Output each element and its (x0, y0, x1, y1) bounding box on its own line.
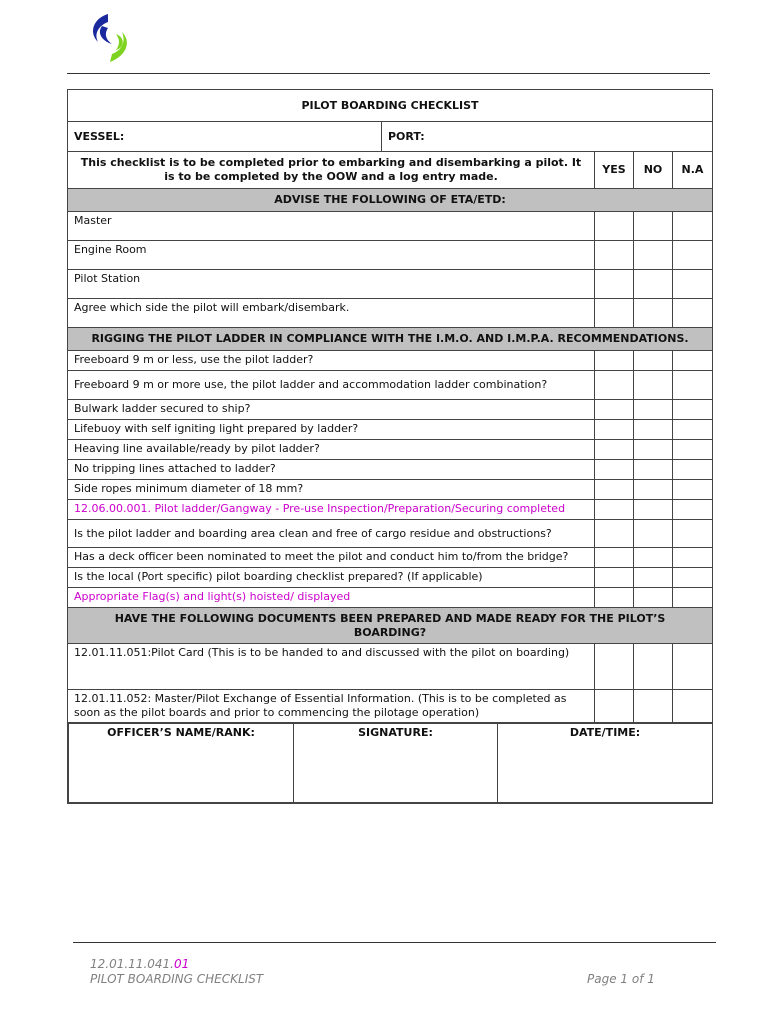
no-checkbox[interactable] (634, 420, 673, 440)
yes-checkbox[interactable] (595, 420, 634, 440)
pilot-boarding-checklist-form (67, 89, 713, 804)
no-checkbox[interactable] (634, 270, 673, 299)
item-label: Pilot Station (68, 270, 595, 299)
document-code (90, 957, 189, 971)
port-label: PORT: (388, 129, 425, 143)
company-logo (86, 12, 136, 64)
no-checkbox[interactable] (634, 351, 673, 371)
footer-title: PILOT BOARDING CHECKLIST (90, 972, 264, 986)
no-checkbox[interactable] (634, 299, 673, 328)
checklist-row (68, 440, 713, 460)
yes-checkbox[interactable] (595, 588, 634, 608)
checklist-row (68, 351, 713, 371)
checklist-row (68, 241, 713, 270)
section-advise-heading: ADVISE THE FOLLOWING OF ETA/ETD: (68, 189, 713, 212)
no-checkbox[interactable] (634, 500, 673, 520)
checklist-row (68, 400, 713, 420)
item-label: Freeboard 9 m or less, use the pilot ladder? (68, 351, 595, 371)
na-checkbox[interactable] (673, 420, 713, 440)
no-checkbox[interactable] (634, 400, 673, 420)
na-checkbox[interactable] (673, 299, 713, 328)
na-checkbox[interactable] (673, 520, 713, 548)
footer-divider (73, 942, 716, 943)
document-code-number: 12.01.11.041. (90, 957, 174, 971)
checklist-row (68, 568, 713, 588)
checklist-row (68, 212, 713, 241)
page-number: Page 1 of 1 (587, 972, 655, 986)
yes-checkbox[interactable] (595, 520, 634, 548)
na-checkbox[interactable] (673, 460, 713, 480)
yes-checkbox[interactable] (595, 548, 634, 568)
item-label: Appropriate Flag(s) and light(s) hoisted/ displayed (68, 588, 595, 608)
item-label: 12.01.11.052: Master/Pilot Exchange of Essential Information. (This is to be completed as soon as the pilot boards and prior to commencing the pilotage operation) (68, 690, 595, 723)
yes-checkbox[interactable] (595, 400, 634, 420)
na-checkbox[interactable] (673, 241, 713, 270)
column-no-header: NO (634, 152, 673, 189)
checklist-row (68, 420, 713, 440)
column-na-header: N.A (673, 152, 713, 189)
column-yes-header: YES (595, 152, 634, 189)
yes-checkbox[interactable] (595, 241, 634, 270)
yes-checkbox[interactable] (595, 690, 634, 723)
item-label: Lifebuoy with self igniting light prepared by ladder? (68, 420, 595, 440)
item-label: Is the local (Port specific) pilot boarding checklist prepared? (If applicable) (68, 568, 595, 588)
no-checkbox[interactable] (634, 212, 673, 241)
checklist-row (68, 548, 713, 568)
item-label: Is the pilot ladder and boarding area clean and free of cargo residue and obstructions? (68, 520, 595, 548)
port-field[interactable] (382, 122, 713, 152)
no-checkbox[interactable] (634, 371, 673, 400)
signoff-block (68, 723, 713, 804)
na-checkbox[interactable] (673, 270, 713, 299)
yes-checkbox[interactable] (595, 212, 634, 241)
item-label: 12.06.00.001. Pilot ladder/Gangway - Pre-use Inspection/Preparation/Securing completed (68, 500, 595, 520)
datetime-field[interactable] (498, 724, 713, 803)
header-divider (67, 73, 710, 74)
checklist-row (68, 520, 713, 548)
no-checkbox[interactable] (634, 690, 673, 723)
checklist-row (68, 588, 713, 608)
item-label: Master (68, 212, 595, 241)
page-title: PILOT BOARDING CHECKLIST (68, 90, 713, 122)
yes-checkbox[interactable] (595, 440, 634, 460)
yes-checkbox[interactable] (595, 480, 634, 500)
item-label: Engine Room (68, 241, 595, 270)
checklist-row (68, 371, 713, 400)
officer-name-label: OFFICER’S NAME/RANK: (107, 726, 255, 739)
checklist-row (68, 690, 713, 723)
item-label: Heaving line available/ready by pilot ladder? (68, 440, 595, 460)
no-checkbox[interactable] (634, 520, 673, 548)
yes-checkbox[interactable] (595, 644, 634, 690)
checklist-row (68, 460, 713, 480)
na-checkbox[interactable] (673, 440, 713, 460)
yes-checkbox[interactable] (595, 299, 634, 328)
no-checkbox[interactable] (634, 460, 673, 480)
item-label: Has a deck officer been nominated to meet the pilot and conduct him to/from the bridge? (68, 548, 595, 568)
no-checkbox[interactable] (634, 568, 673, 588)
yes-checkbox[interactable] (595, 460, 634, 480)
yes-checkbox[interactable] (595, 270, 634, 299)
instructions-text: This checklist is to be completed prior to embarking and disembarking a pilot. It is to be completed by the OOW and a log entry made. (68, 152, 595, 189)
vessel-field[interactable] (68, 122, 382, 152)
signature-label: SIGNATURE: (358, 726, 433, 739)
officer-name-field[interactable] (69, 724, 294, 803)
section-documents-heading: HAVE THE FOLLOWING DOCUMENTS BEEN PREPARED AND MADE READY FOR THE PILOT’S BOARDING? (68, 608, 713, 644)
checklist-row (68, 270, 713, 299)
yes-checkbox[interactable] (595, 500, 634, 520)
yes-checkbox[interactable] (595, 371, 634, 400)
no-checkbox[interactable] (634, 644, 673, 690)
na-checkbox[interactable] (673, 400, 713, 420)
item-label: Freeboard 9 m or more use, the pilot ladder and accommodation ladder combination? (68, 371, 595, 400)
item-label: Side ropes minimum diameter of 18 mm? (68, 480, 595, 500)
na-checkbox[interactable] (673, 548, 713, 568)
document-revision: 01 (173, 957, 190, 971)
vessel-label: VESSEL: (74, 129, 125, 143)
na-checkbox[interactable] (673, 588, 713, 608)
na-checkbox[interactable] (673, 351, 713, 371)
section-rigging-heading: RIGGING THE PILOT LADDER IN COMPLIANCE WITH THE I.M.O. AND I.M.P.A. RECOMMENDATIONS. (68, 328, 713, 351)
na-checkbox[interactable] (673, 500, 713, 520)
na-checkbox[interactable] (673, 371, 713, 400)
na-checkbox[interactable] (673, 690, 713, 723)
no-checkbox[interactable] (634, 440, 673, 460)
na-checkbox[interactable] (673, 212, 713, 241)
datetime-label: DATE/TIME: (569, 726, 641, 739)
no-checkbox[interactable] (634, 588, 673, 608)
item-label: 12.01.11.051:Pilot Card (This is to be handed to and discussed with the pilot on boarding) (68, 644, 595, 690)
na-checkbox[interactable] (673, 568, 713, 588)
no-checkbox[interactable] (634, 548, 673, 568)
checklist-row (68, 644, 713, 690)
checklist-row (68, 299, 713, 328)
no-checkbox[interactable] (634, 241, 673, 270)
checklist-row (68, 500, 713, 520)
item-label: Agree which side the pilot will embark/disembark. (68, 299, 595, 328)
yes-checkbox[interactable] (595, 351, 634, 371)
checklist-row (68, 480, 713, 500)
item-label: Bulwark ladder secured to ship? (68, 400, 595, 420)
signature-field[interactable] (294, 724, 498, 803)
yes-checkbox[interactable] (595, 568, 634, 588)
na-checkbox[interactable] (673, 644, 713, 690)
no-checkbox[interactable] (634, 480, 673, 500)
item-label: No tripping lines attached to ladder? (68, 460, 595, 480)
na-checkbox[interactable] (673, 480, 713, 500)
